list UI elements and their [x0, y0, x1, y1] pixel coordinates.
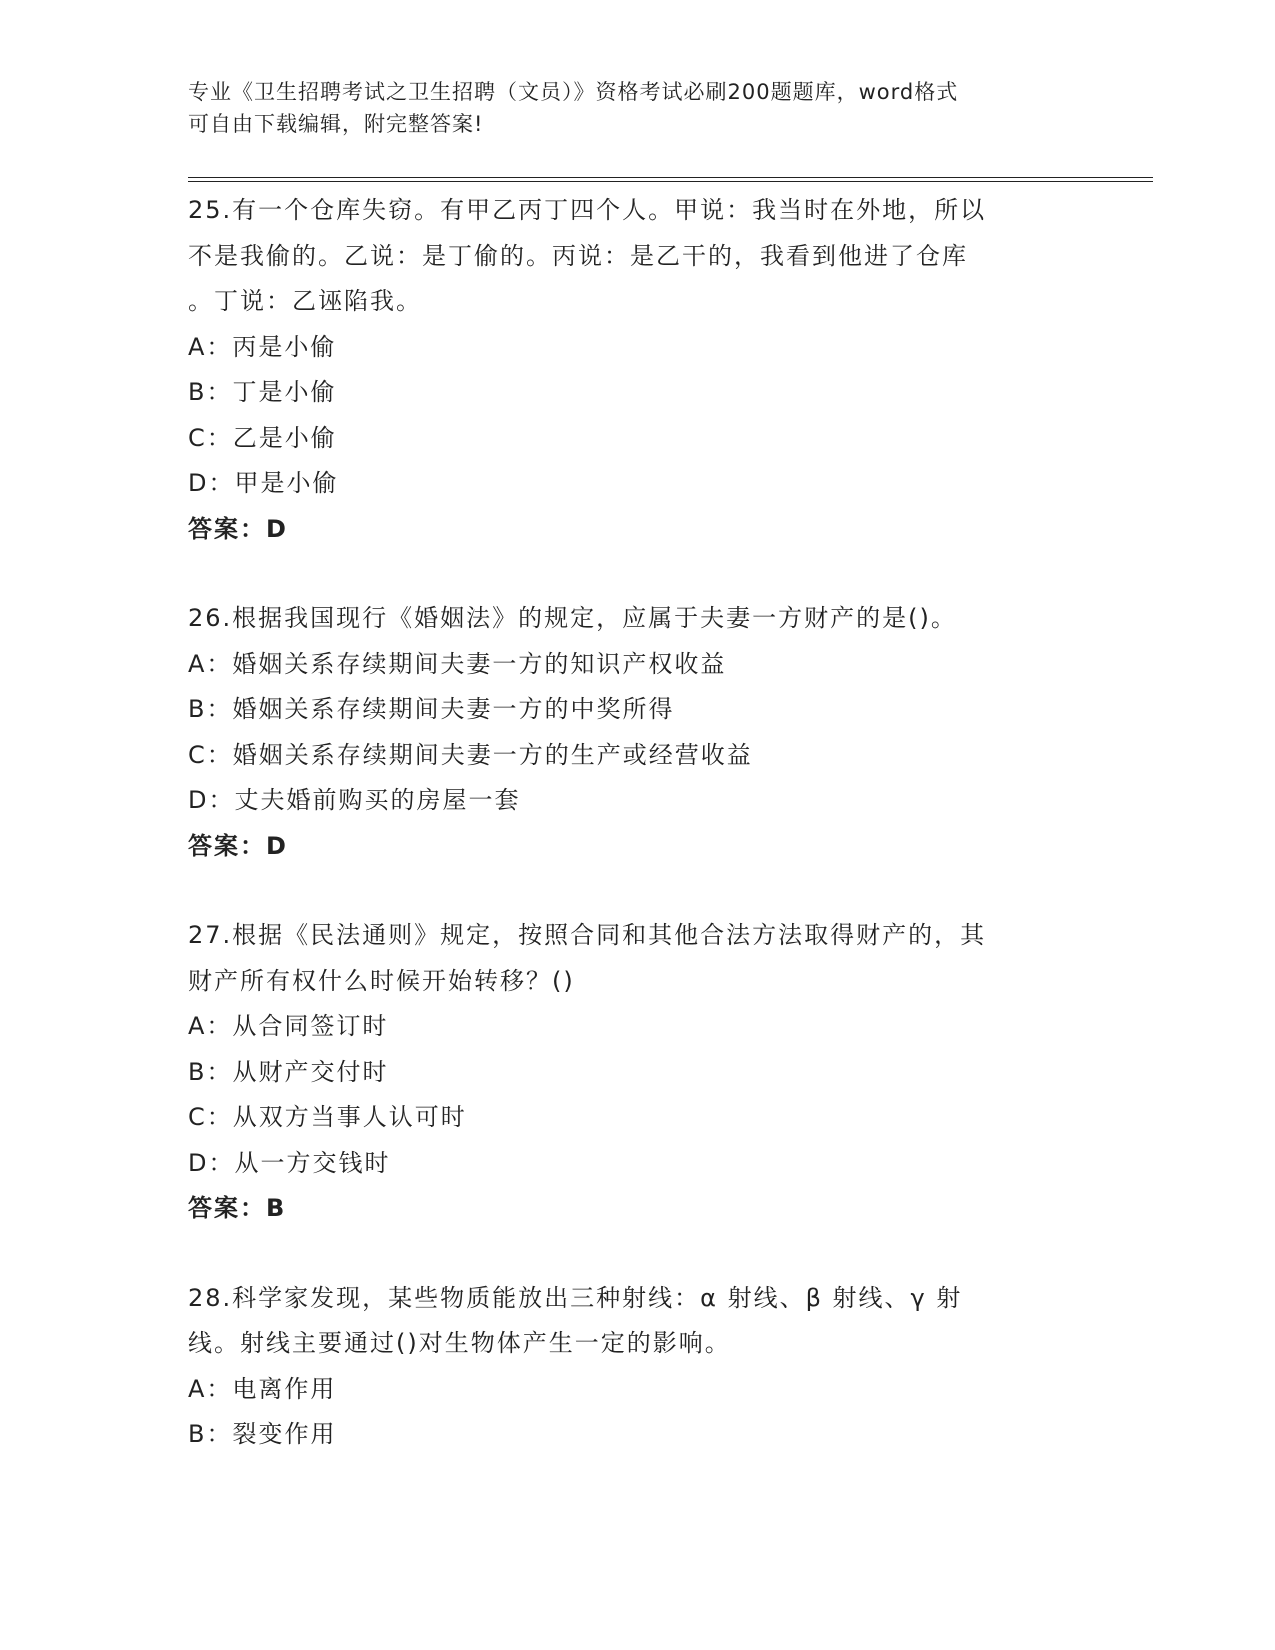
header-divider-top [188, 177, 1153, 178]
option-b: B：从财产交付时 [188, 1057, 389, 1086]
option-c: C：从双方当事人认可时 [188, 1103, 467, 1131]
question-text [188, 188, 1088, 325]
option-a: A：丙是小偷 [188, 332, 337, 361]
header-line-1: 专业《卫生招聘考试之卫生招聘（文员）》资格考试必刷200题题库，word格式 [188, 80, 959, 104]
question-text [188, 1276, 1088, 1367]
question-line: 27.根据《民法通则》规定，按照合同和其他合法方法取得财产的，其 [188, 921, 987, 949]
option-a: A：从合同签订时 [188, 1012, 389, 1040]
option-b: B：婚姻关系存续期间夫妻一方的中奖所得 [188, 695, 675, 723]
option-d: D：从一方交钱时 [188, 1148, 391, 1177]
question-26 [188, 596, 1088, 869]
option-c: C：婚姻关系存续期间夫妻一方的生产或经营收益 [188, 740, 753, 769]
option-d: D：丈夫婚前购买的房屋一套 [188, 786, 521, 814]
header-line-2: 可自由下载编辑，附完整答案! [188, 112, 484, 136]
answer: 答案：D [188, 831, 288, 860]
question-line: 。丁说：乙诬陷我。 [188, 287, 422, 315]
question-list [188, 188, 1088, 1502]
question-25 [188, 188, 1088, 552]
option-a: A：婚姻关系存续期间夫妻一方的知识产权收益 [188, 649, 727, 678]
answer: 答案：D [188, 514, 288, 543]
answer: 答案：B [188, 1194, 287, 1222]
option-c: C：乙是小偷 [188, 423, 337, 452]
question-28 [188, 1276, 1088, 1458]
question-line: 28.科学家发现，某些物质能放出三种射线：α 射线、β 射线、γ 射 [188, 1283, 963, 1312]
option-a: A：电离作用 [188, 1374, 337, 1403]
option-b: B：裂变作用 [188, 1420, 337, 1448]
question-text [188, 913, 1088, 1004]
question-line: 不是我偷的。乙说：是丁偷的。丙说：是乙干的，我看到他进了仓库 [188, 241, 968, 270]
question-line: 财产所有权什么时候开始转移？() [188, 966, 575, 995]
option-d: D：甲是小偷 [188, 469, 339, 497]
header-divider-bottom [188, 181, 1153, 182]
question-line: 线。射线主要通过()对生物体产生一定的影响。 [188, 1329, 731, 1357]
question-text [188, 596, 1088, 642]
question-line: 25.有一个仓库失窃。有甲乙丙丁四个人。甲说：我当时在外地，所以 [188, 196, 987, 224]
question-line: 26.根据我国现行《婚姻法》的规定，应属于夫妻一方财产的是()。 [188, 604, 957, 632]
option-b: B：丁是小偷 [188, 378, 337, 406]
question-27 [188, 913, 1088, 1232]
document-header [188, 76, 1068, 140]
